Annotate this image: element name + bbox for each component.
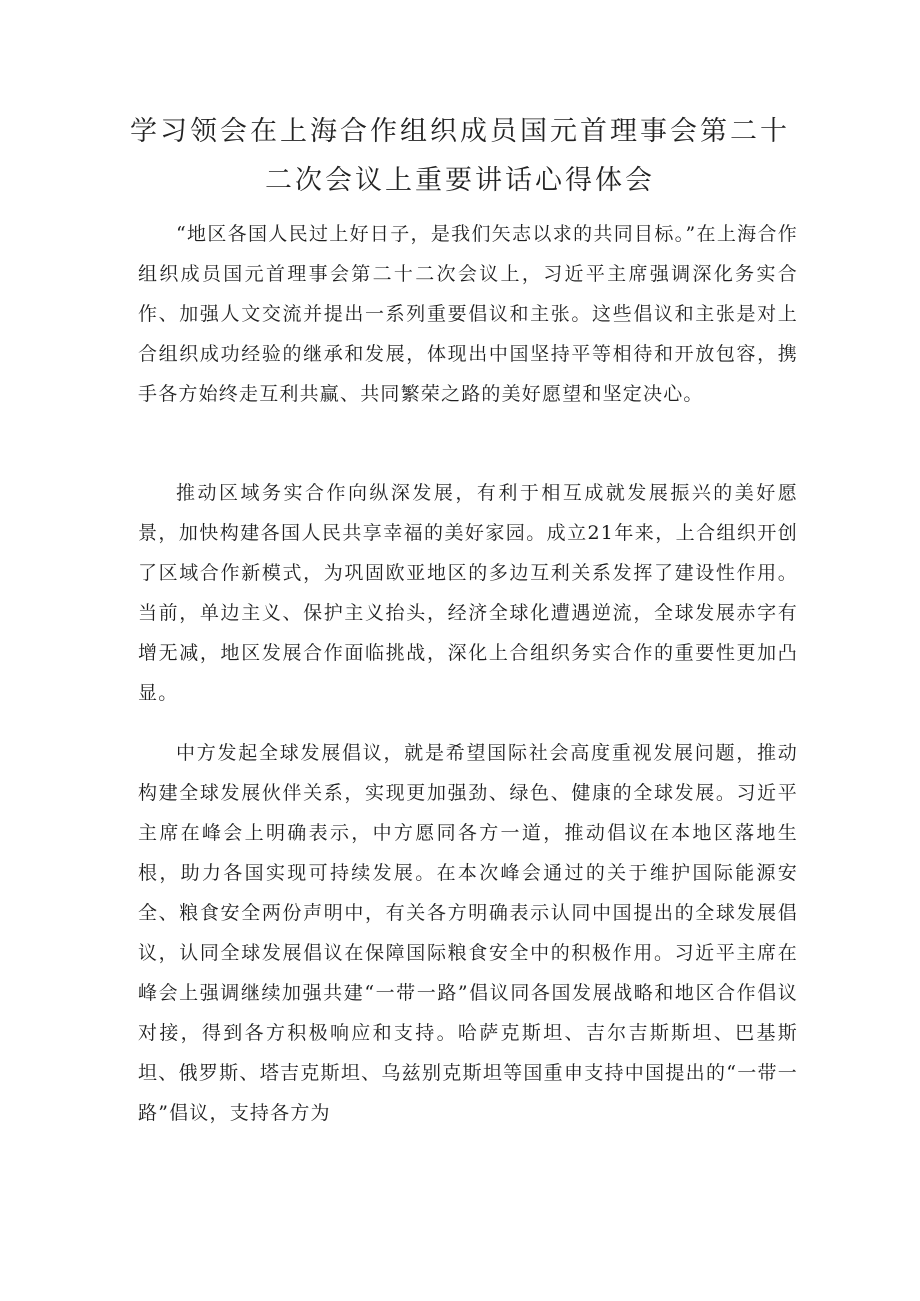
body-paragraph-1: “地区各国人民过上好日子，是我们矢志以求的共同目标。”在上海合作组织成员国元首理事会第二十二次会议上，习近平主席强调深化务实合作、加强人文交流并提出一系列重要倡议和主张。这些倡议和主张是对上合组织成功经验的继承和发展，体现出中国坚持平等相待和开放包容，携手各方始终走互利共赢、共同繁荣之路的美好愿望和坚定决心。 <box>138 223 798 405</box>
body-paragraph-2: 推动区域务实合作向纵深发展，有利于相互成就发展振兴的美好愿景，加快构建各国人民共享幸福的美好家园。成立21年来，上合组织开创了区域合作新模式，为巩固欧亚地区的多边互利关系发挥了建设性作用。当前，单边主义、保护主义抬头，经济全球化遭遇逆流，全球发展赤字有增无减，地区发展合作面临挑战，深化上合组织务实合作的重要性更加凸显。 <box>138 482 798 704</box>
document-title-line-1: 学习领会在上海合作组织成员国元首理事会第二十 <box>130 116 790 147</box>
body-paragraph-3: 中方发起全球发展倡议，就是希望国际社会高度重视发展问题，推动构建全球发展伙伴关系，实现更加强劲、绿色、健康的全球发展。习近平主席在峰会上明确表示，中方愿同各方一道，推动倡议在本地区落地生根，助力各国实现可持续发展。在本次峰会通过的关于维护国际能源安全、粮食安全两份声明中，有关各方明确表示认同中国提出的全球发展倡议，认同全球发展倡议在保障国际粮食安全中的积极作用。习近平主席在峰会上强调继续加强共建“一带一路”倡议同各国发展战略和地区合作倡议对接，得到各方积极响应和支持。哈萨克斯坦、吉尔吉斯斯坦、巴基斯坦、俄罗斯、塔吉克斯坦、乌兹别克斯坦等国重申支持中国提出的“一带一路”倡议，支持各方为 <box>138 742 798 1124</box>
document-title-line-2: 二次会议上重要讲话心得体会 <box>265 165 655 196</box>
